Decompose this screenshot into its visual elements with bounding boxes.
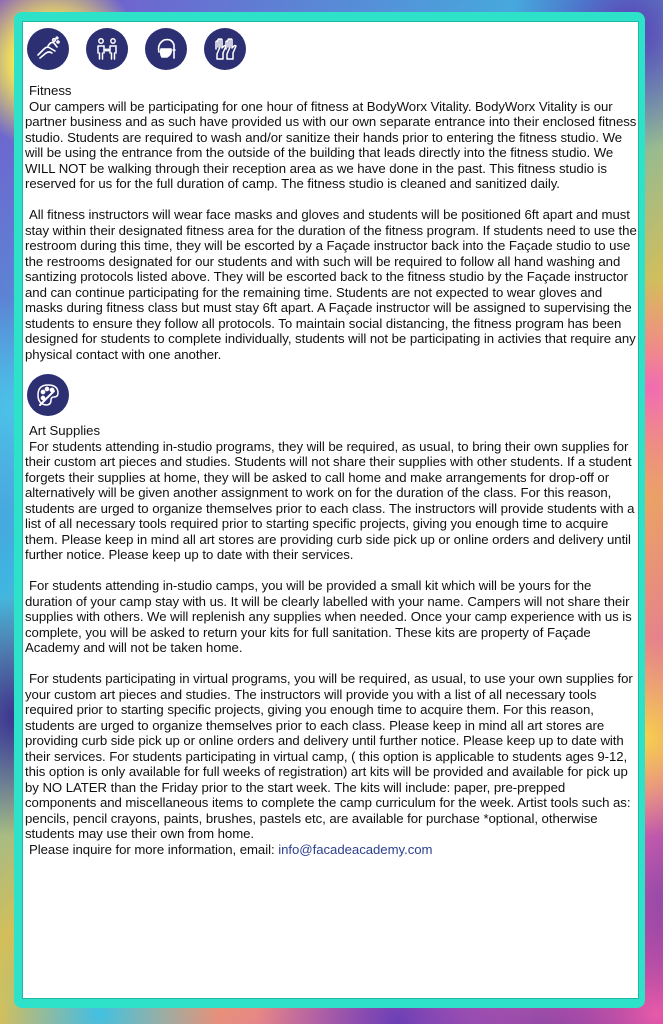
- contact-line: [25, 842, 640, 858]
- art-paragraph-1: For students attending in-studio programs, they will be required, as usual, to bring their own supplies for their custom art pieces and studies. Students will not share their supplies with other students. If a student forgets their supplies at home, they will be asked to call home and make arrangements for drop-off or alternatively will be given another assignment to work on for the duration of the class. For this reason, students are urged to organize themselves prior to each class. The instructors will provide students with a list of all necessary tools required prior to starting specific projects, giving you enough time to acquire them. Please keep in mind all art stores are providing curb side pick up or online orders and delivery until further notice. Please keep up to date with their services.: [25, 438, 635, 563]
- palette-icon: [27, 374, 69, 416]
- safety-icon-row: [27, 28, 640, 73]
- art-icon-row: [27, 374, 640, 419]
- fitness-heading: Fitness: [29, 83, 72, 98]
- email-link[interactable]: info@facadeacademy.com: [278, 841, 433, 857]
- face-mask-icon: [145, 28, 187, 70]
- inquire-text: Please inquire for more information, email:: [29, 841, 275, 857]
- handwashing-icon: [27, 28, 69, 70]
- gloves-icon: [204, 28, 246, 70]
- fitness-paragraph-2: All fitness instructors will wear face masks and gloves and students will be positioned 6ft apart and must stay within their designated fitness area for the duration of the fitness program. If students need to use the restroom during this time, they will be escorted by a Façade instructor back into the Façade studio to use the restrooms designated for our students and with such will be required to follow all hand washing and santizing protocols listed above. They will be escorted back to the fitness studio by the Façade instructor and can continue participating for the remaining time. Students are not expected to wear gloves and masks during fitness class but must stay 6ft apart. A Façade instructor will be assigned to supervising the students to ensure they follow all protocols. To maintain social distancing, the fitness program has been designed for students to complete individually, students will not be participating in activies that require any physical contact with one another.: [25, 207, 637, 362]
- fitness-paragraph-1: Our campers will be participating for one hour of fitness at BodyWorx Vitality. BodyWorx Vitality is our partner business and as such have provided us with our own separate entrance into their enclosed fitness studio. Students are required to wash and/or sanitize their hands prior to entering the fitness studio. We will be using the entrance from the outside of the building that leads directly into the fitness studio. We WILL NOT be walking through their reception area as we have done in the past. This fitness studio is reserved for us for the full duration of camp. The fitness studio is cleaned and sanitized daily.: [25, 98, 637, 192]
- art-paragraph-3: For students participating in virtual programs, you will be required, as usual, to use your own supplies for your custom art pieces and studies. The instructors will provide you with a list of all necessary tools required prior to starting specific projects, giving you enough time to acquire them. For this reason, students are urged to organize themselves prior to each class. Please keep in mind all art stores are providing curb side pick up or online orders and delivery until further notice. Please keep up to date with their services. For students participating in virtual camp, ( this option is applicable to students ages 9-12, this option is only available for full weeks of registration) art kits will be provided and available for pick up by NO LATER than the Friday prior to the start week. The kits will include: paper, pre-prepped components and miscellaneous items to complete the camp curriculum for the week. Artist tools such as: pencils, pencil crayons, paints, brushes, pastels etc, are available for purchase *optional, otherwise students may use their own from home.: [25, 671, 633, 842]
- distancing-icon: [86, 28, 128, 70]
- document-body: [25, 28, 640, 857]
- art-supplies-heading: Art Supplies: [29, 423, 101, 439]
- art-paragraph-2: For students attending in-studio camps, you will be provided a small kit which will be yours for the duration of your camp stay with us. It will be clearly labelled with your name. Campers will not share their supplies with others. We will replenish any supplies when needed. Once your camp experience with us is complete, you will be asked to return your kits for full sanitation. These kits are property of Façade Academy and will not be taken home.: [25, 578, 632, 656]
